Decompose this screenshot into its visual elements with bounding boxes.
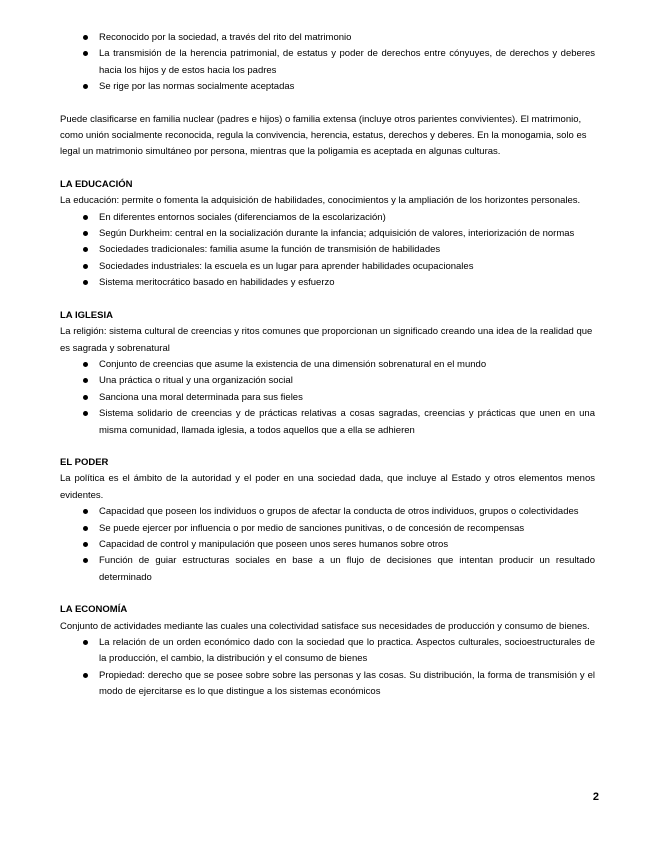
bullet-icon	[83, 247, 88, 252]
power-heading: EL PODER	[60, 456, 109, 468]
bullet-icon	[83, 526, 88, 531]
bullet-icon	[83, 558, 88, 563]
economy-bullet-list	[60, 635, 595, 701]
bullet-icon	[83, 51, 88, 56]
list-item: Sistema solidario de creencias y de prácticas relativas a cosas sagradas, creencias y prácticas que unen en una misma comunidad, llamada iglesia, a todos aquellos que a ella se adhieren	[60, 406, 595, 439]
bullet-icon	[83, 35, 88, 40]
bullet-icon	[83, 215, 88, 220]
church-paragraph: La religión: sistema cultural de creencias y ritos comunes que proporcionan un significado creando una idea de la realidad que es sagrada y sobrenatural	[60, 326, 593, 354]
family-paragraph: Puede clasificarse en familia nuclear (padres e hijos) o familia extensa (incluye otros parientes convivientes). El matrimonio, como unión socialmente reconocida, regula la convivencia, herencia, estatus, derechos y deberes. En la monogamia, solo es legal un matrimonio simultáneo por persona, mientras que la poligamia es aceptada en algunas culturas.	[60, 113, 587, 158]
economy-section	[60, 602, 595, 700]
list-item: Conjunto de creencias que asume la existencia de una dimensión sobrenatural en el mundo	[60, 357, 595, 373]
list-item: Se rige por las normas socialmente aceptadas	[60, 79, 595, 95]
bullet-icon	[83, 362, 88, 367]
church-heading: LA IGLESIA	[60, 309, 113, 321]
list-item: Sociedades tradicionales: familia asume la función de transmisión de habilidades	[60, 242, 595, 258]
page-number: 2	[592, 791, 599, 803]
bullet-icon	[83, 280, 88, 285]
bullet-icon	[83, 640, 88, 645]
bullet-icon	[83, 231, 88, 236]
list-item: Reconocido por la sociedad, a través del rito del matrimonio	[60, 30, 595, 46]
list-item: Propiedad: derecho que se posee sobre sobre las personas y las cosas. Su distribución, la forma de transmisión y el modo de ejercitarse es lo que distingue a los sistemas económicos	[60, 668, 595, 701]
education-section	[60, 177, 595, 292]
list-item: Capacidad de control y manipulación que poseen unos seres humanos sobre otros	[60, 537, 595, 553]
power-section	[60, 455, 595, 586]
education-paragraph: La educación: permite o fomenta la adquisición de habilidades, conocimientos y la ampliación de los horizontes personales.	[60, 195, 581, 207]
church-bullet-list	[60, 357, 595, 439]
list-item: Se puede ejercer por influencia o por medio de sanciones punitivas, o de concesión de recompensas	[60, 521, 595, 537]
bullet-icon	[83, 395, 88, 400]
education-heading: LA EDUCACIÓN	[60, 178, 133, 190]
bullet-icon	[83, 411, 88, 416]
bullet-icon	[83, 378, 88, 383]
power-bullet-list	[60, 504, 595, 586]
bullet-icon	[83, 673, 88, 678]
economy-heading: LA ECONOMÍA	[60, 604, 128, 616]
list-item: Capacidad que poseen los individuos o grupos de afectar la conducta de otros individuos, grupos o colectividades	[60, 504, 595, 520]
list-item: Sanciona una moral determinada para sus fieles	[60, 390, 595, 406]
economy-paragraph: Conjunto de actividades mediante las cuales una colectividad satisface sus necesidades de producción y consumo de bienes.	[60, 620, 590, 632]
education-bullet-list	[60, 210, 595, 292]
list-item: Sistema meritocrático basado en habilidades y esfuerzo	[60, 275, 595, 291]
bullet-icon	[83, 264, 88, 269]
list-item: Una práctica o ritual y una organización social	[60, 373, 595, 389]
list-item: La transmisión de la herencia patrimonial, de estatus y poder de derechos entre cónyuyes, de derechos y deberes hacia los hijos y de estos hacia los padres	[60, 46, 595, 79]
bullet-icon	[83, 84, 88, 89]
church-section	[60, 308, 595, 439]
power-paragraph: La política es el ámbito de la autoridad y el poder en una sociedad dada, que incluye al Estado y otros elementos menos evidentes.	[60, 473, 595, 501]
list-item: Según Durkheim: central en la socialización durante la infancia; adquisición de valores, interiorización de normas	[60, 226, 595, 242]
list-item: Función de guiar estructuras sociales en base a un flujo de decisiones que intentan producir un resultado determinado	[60, 553, 595, 586]
bullet-icon	[83, 509, 88, 514]
document-page	[60, 30, 595, 701]
intro-bullet-list	[60, 30, 595, 96]
list-item: La relación de un orden económico dado con la sociedad que lo practica. Aspectos culturales, socioestructurales de la producción, el cambio, la distribución y el consumo de bienes	[60, 635, 595, 668]
bullet-icon	[83, 542, 88, 547]
list-item: Sociedades industriales: la escuela es un lugar para aprender habilidades ocupacionales	[60, 259, 595, 275]
list-item: En diferentes entornos sociales (diferenciamos de la escolarización)	[60, 210, 595, 226]
